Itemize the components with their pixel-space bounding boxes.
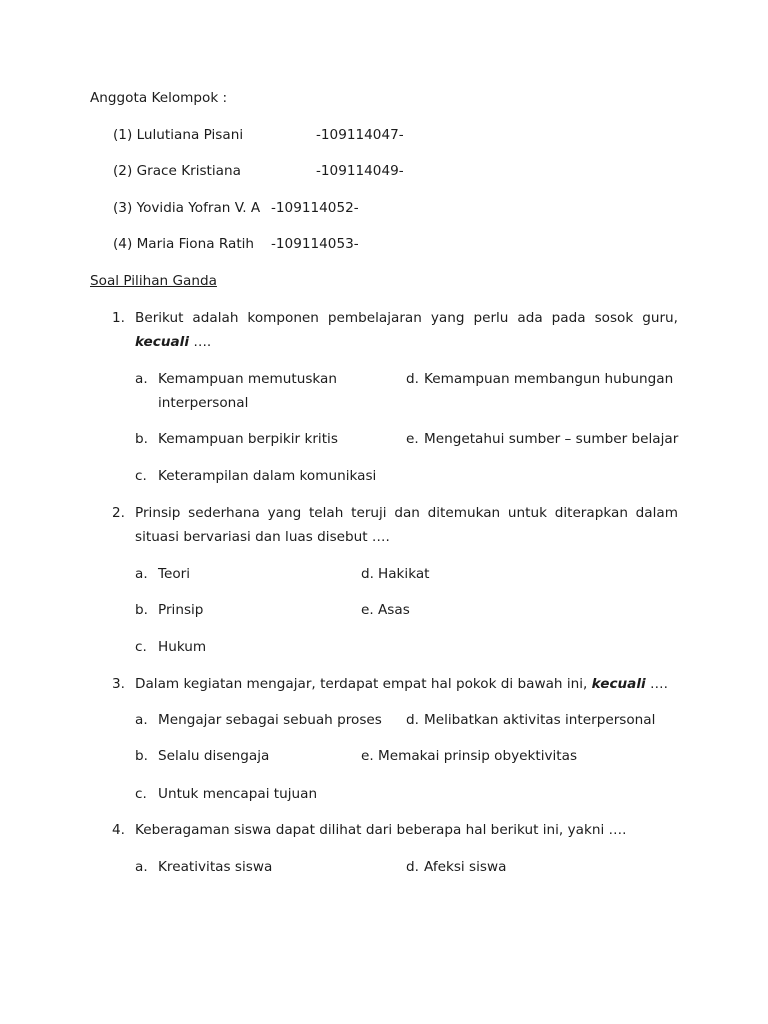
- q3-option-b-letter: b.: [135, 748, 148, 764]
- q2-option-e-letter: e.: [361, 602, 374, 618]
- q2-option-c-text: Hukum: [158, 639, 207, 655]
- question-4-number: 4.: [112, 822, 125, 838]
- q4-option-a-letter: a.: [135, 859, 148, 875]
- question-2-number: 2.: [112, 505, 125, 521]
- member-4-id: -109114053-: [271, 236, 359, 252]
- question-3-ellipsis: ….: [645, 676, 668, 692]
- q3-option-e-letter: e.: [361, 748, 374, 764]
- q1-option-c-letter: c.: [135, 468, 147, 484]
- q1-option-a-continuation: interpersonal: [158, 395, 249, 411]
- q3-option-d-text: Melibatkan aktivitas interpersonal: [424, 712, 656, 728]
- q1-option-b-letter: b.: [135, 431, 148, 447]
- q4-option-a-text: Kreativitas siswa: [158, 859, 273, 875]
- group-members-heading: Anggota Kelompok :: [90, 90, 228, 106]
- question-1-ellipsis: ….: [189, 334, 212, 350]
- q3-option-c-text: Untuk mencapai tujuan: [158, 786, 318, 802]
- q2-option-b-letter: b.: [135, 602, 148, 618]
- q1-option-e-letter: e.: [406, 431, 419, 447]
- q4-option-d-letter: d.: [406, 859, 419, 875]
- question-1-emphasis: kecuali: [135, 334, 190, 350]
- question-1-text: Berikut adalah komponen pembelajaran yang perlu ada pada sosok guru,: [135, 310, 678, 326]
- q3-option-a-letter: a.: [135, 712, 148, 728]
- member-2-id: -109114049-: [316, 163, 404, 179]
- member-3-name: (3) Yovidia Yofran V. A: [113, 200, 261, 216]
- q4-option-d-text: Afeksi siswa: [424, 859, 507, 875]
- q1-option-c-text: Keterampilan dalam komunikasi: [158, 468, 377, 484]
- q2-option-c-letter: c.: [135, 639, 147, 655]
- q2-option-e-text: Asas: [378, 602, 410, 618]
- q1-option-a-letter: a.: [135, 371, 148, 387]
- q1-option-d-letter: d.: [406, 371, 419, 387]
- question-3-number: 3.: [112, 676, 125, 692]
- q1-option-a-text: Kemampuan memutuskan: [158, 371, 337, 387]
- question-3-emphasis: kecuali: [591, 676, 646, 692]
- q3-option-c-letter: c.: [135, 786, 147, 802]
- q2-option-d-text: Hakikat: [378, 566, 430, 582]
- q2-option-b-text: Prinsip: [158, 602, 204, 618]
- q2-option-a-text: Teori: [158, 566, 191, 582]
- q3-option-b-text: Selalu disengaja: [158, 748, 270, 764]
- question-1-number: 1.: [112, 310, 125, 326]
- member-1-id: -109114047-: [316, 127, 404, 143]
- question-2-line2: situasi bervariasi dan luas disebut ….: [135, 529, 390, 545]
- question-4-text: Keberagaman siswa dapat dilihat dari beberapa hal berikut ini, yakni ….: [135, 822, 627, 838]
- member-3-id: -109114052-: [271, 200, 359, 216]
- question-2-text: Prinsip sederhana yang telah teruji dan ditemukan untuk diterapkan dalam: [135, 505, 678, 521]
- question-3-text: [135, 675, 668, 693]
- q3-option-e-text: Memakai prinsip obyektivitas: [378, 748, 578, 764]
- q2-option-d-letter: d.: [361, 566, 374, 582]
- member-1-name: (1) Lulutiana Pisani: [113, 127, 244, 143]
- member-2-name: (2) Grace Kristiana: [113, 163, 241, 179]
- question-3-stem: Dalam kegiatan mengajar, terdapat empat hal pokok di bawah ini,: [135, 676, 588, 692]
- q3-option-d-letter: d.: [406, 712, 419, 728]
- section-title: Soal Pilihan Ganda: [90, 273, 217, 289]
- q1-option-b-text: Kemampuan berpikir kritis: [158, 431, 338, 447]
- q1-option-d-text: Kemampuan membangun hubungan: [424, 371, 674, 387]
- question-1-line2: [135, 333, 211, 351]
- member-4-name: (4) Maria Fiona Ratih: [113, 236, 255, 252]
- q3-option-a-text: Mengajar sebagai sebuah proses: [158, 712, 382, 728]
- q2-option-a-letter: a.: [135, 566, 148, 582]
- q1-option-e-text: Mengetahui sumber – sumber belajar: [424, 431, 679, 447]
